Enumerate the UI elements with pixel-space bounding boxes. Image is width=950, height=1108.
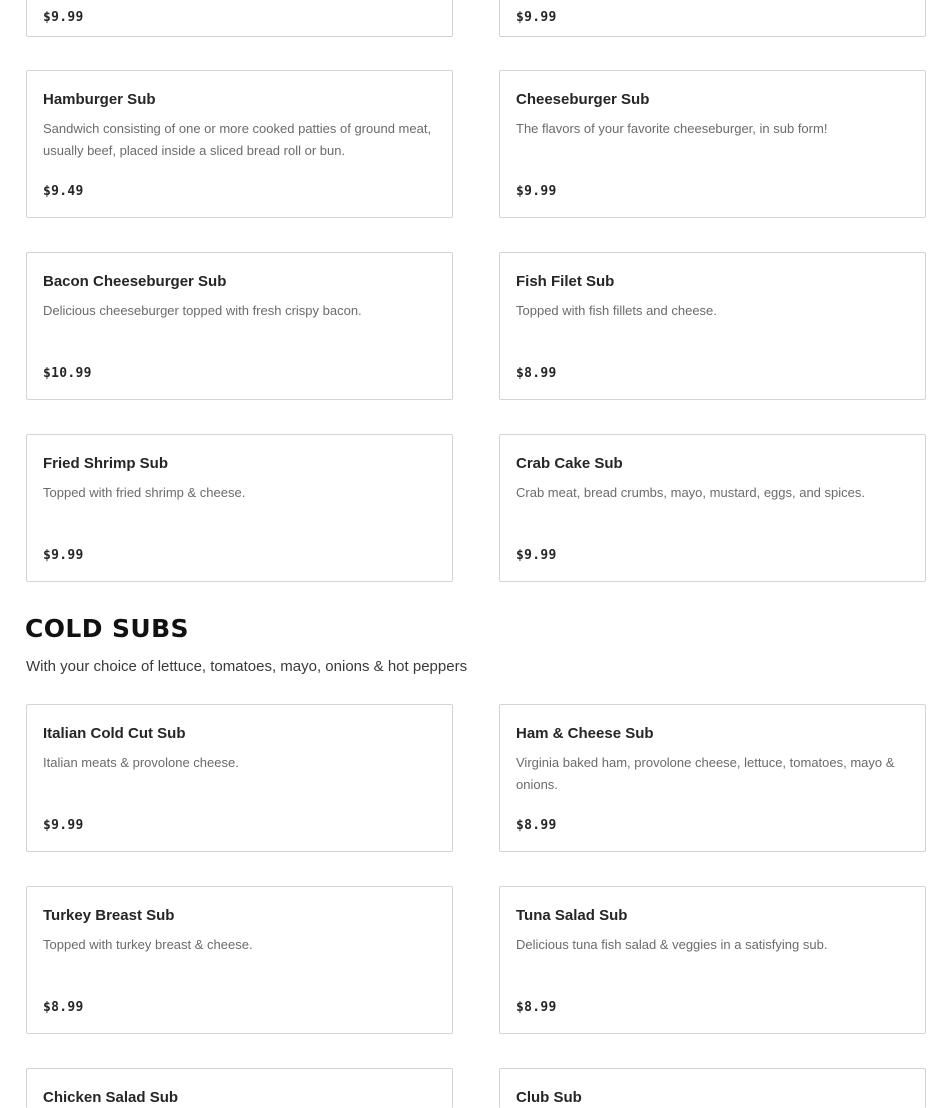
menu-item-card-turkey-breast-sub[interactable] bbox=[26, 886, 453, 1034]
item-name: Chicken Salad Sub bbox=[43, 1089, 179, 1106]
menu-item-card-club-sub[interactable] bbox=[499, 1068, 926, 1108]
item-name: Tuna Salad Sub bbox=[516, 907, 628, 924]
menu-item-card-fried-shrimp-sub[interactable] bbox=[26, 434, 453, 582]
item-description: Crab meat, bread crumbs, mayo, mustard, eggs, and spices. bbox=[516, 485, 865, 500]
item-name: Cheeseburger Sub bbox=[516, 91, 650, 108]
item-price: $9.99 bbox=[516, 10, 557, 25]
menu-item-card-ham-cheese-sub[interactable] bbox=[499, 704, 926, 852]
item-description: Topped with fried shrimp & cheese. bbox=[43, 485, 246, 500]
item-name: Club Sub bbox=[516, 1089, 582, 1106]
item-description: Topped with turkey breast & cheese. bbox=[43, 937, 253, 952]
menu-item-card[interactable] bbox=[499, 0, 926, 37]
item-description: Topped with fish fillets and cheese. bbox=[516, 303, 717, 318]
item-name: Turkey Breast Sub bbox=[43, 907, 175, 924]
menu-item-card-hamburger-sub[interactable] bbox=[26, 70, 453, 218]
item-price: $8.99 bbox=[516, 1000, 557, 1015]
menu-item-card-tuna-salad-sub[interactable] bbox=[499, 886, 926, 1034]
item-description: Italian meats & provolone cheese. bbox=[43, 755, 239, 770]
item-name: Fried Shrimp Sub bbox=[43, 455, 169, 472]
menu-item-card-chicken-salad-sub[interactable] bbox=[26, 1068, 453, 1108]
item-description: Sandwich consisting of one or more cooked patties of ground meat, usually beef, placed inside a sliced bread roll or bun. bbox=[43, 121, 432, 158]
item-name: Bacon Cheeseburger Sub bbox=[43, 273, 227, 290]
menu-item-card-bacon-cheeseburger-sub[interactable] bbox=[26, 252, 453, 400]
menu-item-card-fish-filet-sub[interactable] bbox=[499, 252, 926, 400]
item-name: Fish Filet Sub bbox=[516, 273, 615, 290]
item-description: Virginia baked ham, provolone cheese, lettuce, tomatoes, mayo & onions. bbox=[516, 755, 895, 792]
item-name: Italian Cold Cut Sub bbox=[43, 725, 186, 742]
item-price: $9.99 bbox=[516, 184, 557, 199]
menu-item-card[interactable] bbox=[26, 0, 453, 37]
item-price: $9.99 bbox=[43, 548, 84, 563]
item-name: Ham & Cheese Sub bbox=[516, 725, 654, 742]
section-subtitle: With your choice of lettuce, tomatoes, mayo, onions & hot peppers bbox=[26, 658, 468, 675]
item-description: Delicious tuna fish salad & veggies in a satisfying sub. bbox=[516, 937, 828, 952]
item-name: Hamburger Sub bbox=[43, 91, 156, 108]
item-description: The flavors of your favorite cheeseburger, in sub form! bbox=[516, 121, 828, 136]
item-price: $10.99 bbox=[43, 366, 92, 381]
item-price: $8.99 bbox=[43, 1000, 84, 1015]
menu-item-card-crab-cake-sub[interactable] bbox=[499, 434, 926, 582]
item-price: $8.99 bbox=[516, 818, 557, 833]
item-price: $9.99 bbox=[43, 818, 84, 833]
section-title-cold-subs: COLD SUBS bbox=[25, 614, 189, 643]
item-price: $9.49 bbox=[43, 184, 84, 199]
item-description: Delicious cheeseburger topped with fresh crispy bacon. bbox=[43, 303, 362, 318]
item-price: $9.99 bbox=[43, 10, 84, 25]
menu-item-card-italian-cold-cut-sub[interactable] bbox=[26, 704, 453, 852]
item-price: $9.99 bbox=[516, 548, 557, 563]
item-price: $8.99 bbox=[516, 366, 557, 381]
item-name: Crab Cake Sub bbox=[516, 455, 623, 472]
menu-item-card-cheeseburger-sub[interactable] bbox=[499, 70, 926, 218]
